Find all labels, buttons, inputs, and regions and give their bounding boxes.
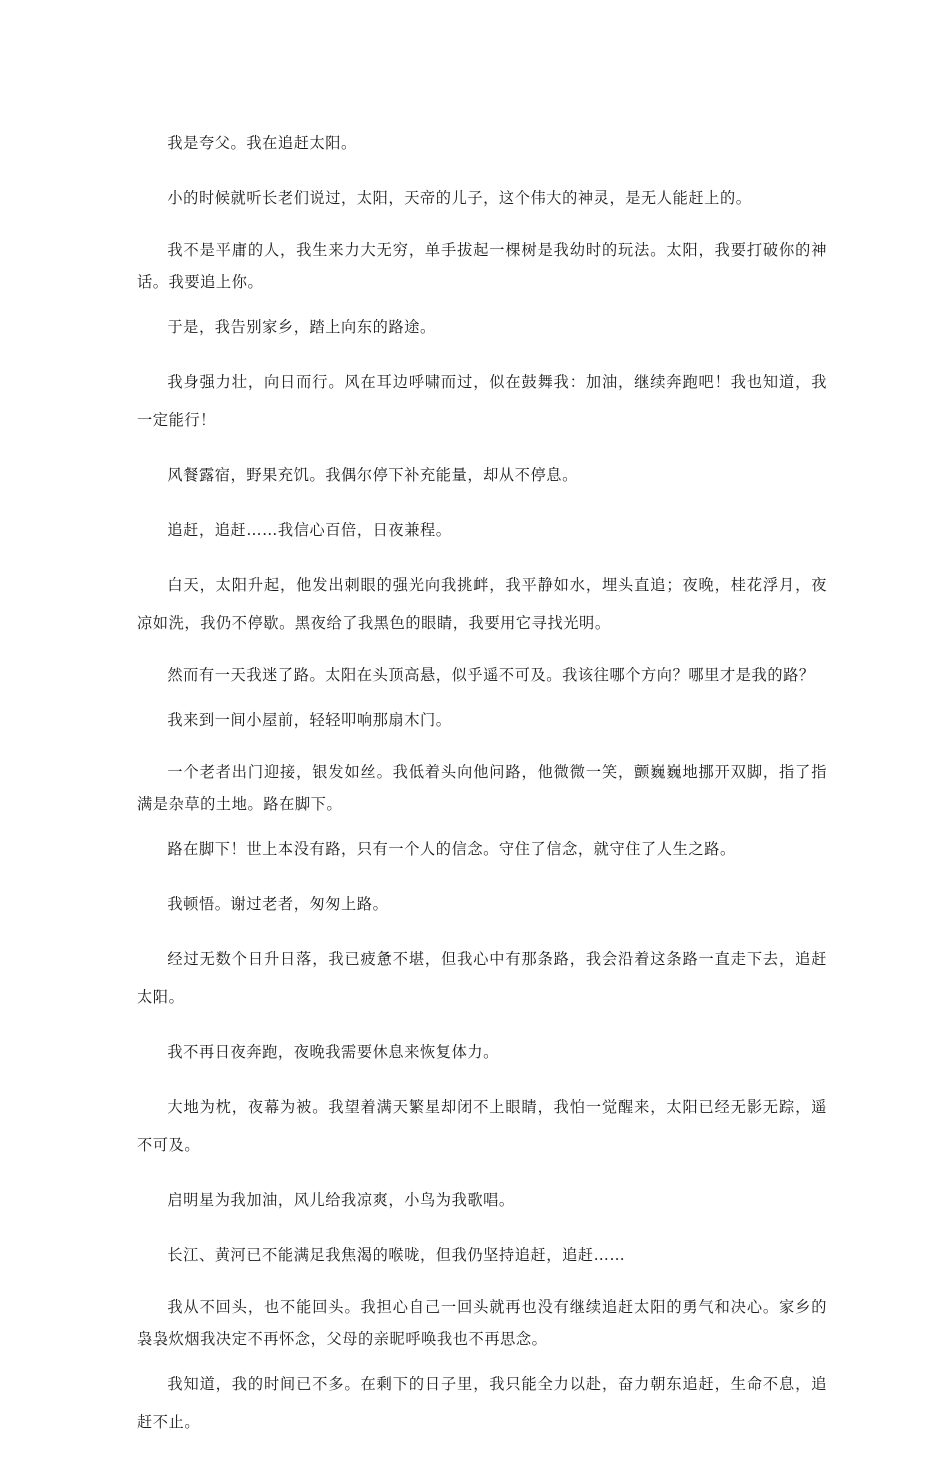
paragraph-3: 我不是平庸的人，我生来力大无穷，单手拔起一棵树是我幼时的玩法。太阳，我要打破你的神话。我要追上你。 <box>137 241 827 291</box>
paragraph-18: 长江、黄河已不能满足我焦渴的喉咙，但我仍坚持追赶，追赶…… <box>167 1246 626 1264</box>
document-body <box>137 124 827 1458</box>
paragraph-7: 追赶，追赶……我信心百倍，日夜兼程。 <box>167 521 452 539</box>
paragraph-1: 我是夸父。我在追赶太阳。 <box>167 134 357 152</box>
paragraph-19: 我从不回头，也不能回头。我担心自己一回头就再也没有继续追赶太阳的勇气和决心。家乡的袅袅炊烟我决定不再怀念，父母的亲昵呼唤我也不再思念。 <box>137 1298 827 1348</box>
paragraph-5: 我身强力壮，向日而行。风在耳边呼啸而过，似在鼓舞我：加油，继续奔跑吧！我也知道，我一定能行！ <box>137 373 827 429</box>
paragraph-14: 经过无数个日升日落，我已疲惫不堪，但我心中有那条路，我会沿着这条路一直走下去，追赶太阳。 <box>137 950 827 1006</box>
paragraph-6: 风餐露宿，野果充饥。我偶尔停下补充能量，却从不停息。 <box>167 466 578 484</box>
paragraph-12: 路在脚下！世上本没有路，只有一个人的信念。守住了信念，就守住了人生之路。 <box>167 840 736 858</box>
paragraph-15: 我不再日夜奔跑，夜晚我需要休息来恢复体力。 <box>167 1043 499 1061</box>
paragraph-16: 大地为枕，夜幕为被。我望着满天繁星却闭不上眼睛，我怕一觉醒来，太阳已经无影无踪，遥不可及。 <box>137 1098 827 1154</box>
paragraph-8: 白天，太阳升起，他发出刺眼的强光向我挑衅，我平静如水，埋头直追；夜晚，桂花浮月，夜凉如洗，我仍不停歇。黑夜给了我黑色的眼睛，我要用它寻找光明。 <box>137 576 827 632</box>
paragraph-17: 启明星为我加油，风儿给我凉爽，小鸟为我歌唱。 <box>167 1191 515 1209</box>
paragraph-2: 小的时候就听长老们说过，太阳，天帝的儿子，这个伟大的神灵，是无人能赶上的。 <box>167 189 752 207</box>
paragraph-10: 我来到一间小屋前，轻轻叩响那扇木门。 <box>167 711 452 729</box>
paragraph-20: 我知道，我的时间已不多。在剩下的日子里，我只能全力以赴，奋力朝东追赶，生命不息，追赶不止。 <box>137 1375 827 1431</box>
paragraph-4: 于是，我告别家乡，踏上向东的路途。 <box>167 318 436 336</box>
paragraph-13: 我顿悟。谢过老者，匆匆上路。 <box>167 895 389 913</box>
paragraph-11: 一个老者出门迎接，银发如丝。我低着头向他问路，他微微一笑，颤巍巍地挪开双脚，指了指满是杂草的土地。路在脚下。 <box>137 763 827 813</box>
paragraph-9: 然而有一天我迷了路。太阳在头顶高悬，似乎遥不可及。我该往哪个方向？哪里才是我的路？ <box>167 666 815 684</box>
